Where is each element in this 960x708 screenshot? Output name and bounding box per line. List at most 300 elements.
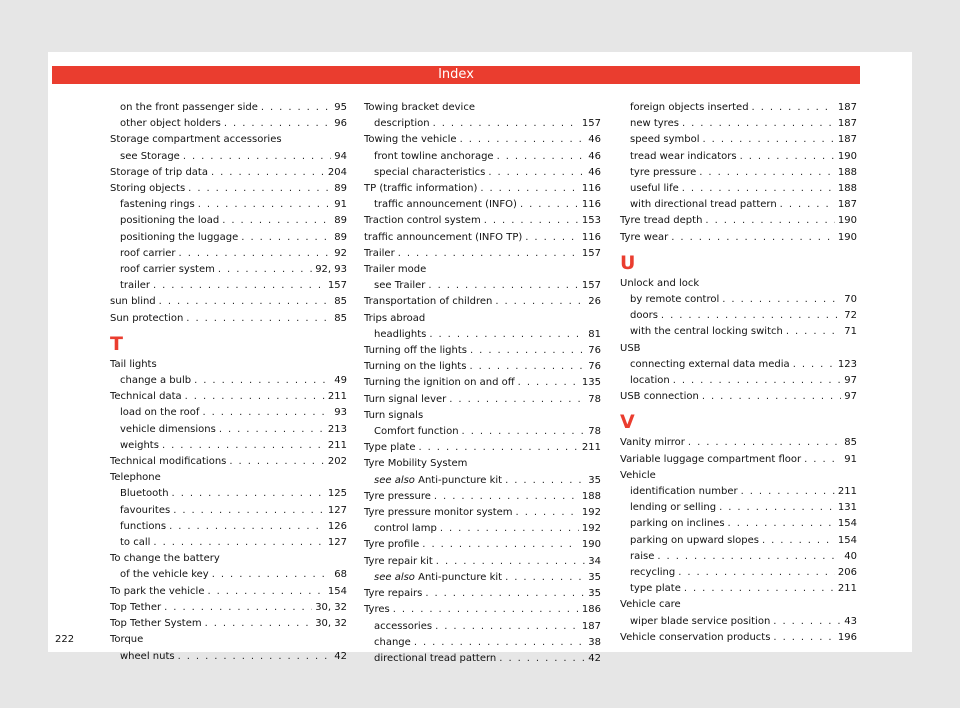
page-reference: 187 xyxy=(837,102,857,113)
dot-leader xyxy=(194,373,331,389)
entry-term: sun blind xyxy=(110,296,156,308)
page-reference: 97 xyxy=(844,375,857,387)
dot-leader xyxy=(682,181,835,197)
entry-term: of the vehicle key xyxy=(120,569,209,581)
entry-term: trailer xyxy=(120,280,150,292)
dot-leader xyxy=(762,533,835,549)
index-subentry xyxy=(620,308,857,324)
index-subentry xyxy=(364,635,601,651)
page-reference: 187 xyxy=(837,199,857,211)
entry-term: Turning on the lights xyxy=(364,361,467,373)
index-entry xyxy=(364,343,601,359)
page-reference: 188 xyxy=(837,183,857,195)
entry-term: tread wear indicators xyxy=(630,150,737,162)
dot-leader xyxy=(780,197,835,213)
entry-term: lending or selling xyxy=(630,502,717,514)
entry-term: Tyre pressure monitor system xyxy=(364,507,513,519)
index-subentry xyxy=(110,405,347,421)
page-reference: 71 xyxy=(844,326,857,338)
dot-leader xyxy=(435,619,579,635)
page-reference: 116 xyxy=(581,183,601,195)
dot-leader xyxy=(786,324,841,340)
dot-leader xyxy=(505,473,585,489)
dot-leader xyxy=(241,230,331,246)
entry-term: Towing the vehicle xyxy=(364,134,457,146)
dot-leader xyxy=(480,181,579,197)
index-subentry xyxy=(620,116,857,132)
index-subentry xyxy=(620,165,857,181)
page-reference: 46 xyxy=(588,150,601,162)
dot-leader xyxy=(433,116,579,132)
entry-term: new tyres xyxy=(630,118,679,130)
page-reference: 46 xyxy=(588,166,601,178)
entry-term: positioning the load xyxy=(120,215,220,227)
entry-term: Top Tether xyxy=(110,601,162,613)
index-heading: Turn signals xyxy=(364,409,424,421)
page-reference: 91 xyxy=(844,453,857,465)
entry-term: control lamp xyxy=(374,523,437,535)
dot-leader xyxy=(218,262,312,278)
dot-leader xyxy=(793,357,835,373)
dot-leader xyxy=(205,616,313,632)
dot-leader xyxy=(198,197,332,213)
page-number: 222 xyxy=(55,634,75,645)
dot-leader xyxy=(212,567,332,583)
dot-leader xyxy=(449,392,585,408)
page-reference: 153 xyxy=(581,215,601,227)
dot-leader xyxy=(525,230,579,246)
index-subentry xyxy=(364,165,601,181)
index-subentry xyxy=(364,473,601,489)
entry-term: raise xyxy=(630,550,655,562)
entry-term: Turn signal lever xyxy=(364,393,447,405)
index-entry xyxy=(364,213,601,229)
entry-term: other object holders xyxy=(120,118,221,130)
index-subentry xyxy=(620,181,857,197)
page-reference: 187 xyxy=(581,620,601,632)
page-reference: 206 xyxy=(837,567,857,579)
page-reference: 38 xyxy=(588,636,601,648)
dot-leader xyxy=(752,100,835,116)
index-subentry xyxy=(364,619,601,635)
index-subentry xyxy=(110,100,347,116)
page-reference: 211 xyxy=(327,439,347,451)
entry-term: Storage of trip data xyxy=(110,166,208,178)
entry-term: change a bulb xyxy=(120,375,192,387)
dot-leader xyxy=(740,149,835,165)
index-subentry xyxy=(110,535,347,551)
entry-term: with the central locking switch xyxy=(630,326,783,338)
page-reference: 213 xyxy=(327,423,347,435)
entry-term: change xyxy=(374,636,411,648)
index-entry xyxy=(110,454,347,470)
entry-term: Trailer xyxy=(364,247,395,259)
page-reference: 125 xyxy=(327,488,347,500)
dot-leader xyxy=(153,278,325,294)
entry-term: weights xyxy=(120,439,159,451)
index-subentry xyxy=(110,503,347,519)
entry-term: description xyxy=(374,118,430,130)
page-reference: 85 xyxy=(844,437,857,449)
index-subentry xyxy=(620,565,857,581)
dot-leader xyxy=(222,213,331,229)
page-reference: 190 xyxy=(581,539,601,551)
dot-leader xyxy=(773,630,834,646)
entry-term: front towline anchorage xyxy=(374,150,494,162)
page-reference: 72 xyxy=(844,310,857,322)
index-subentry xyxy=(620,484,857,500)
entry-term: Technical data xyxy=(110,391,182,403)
index-subentry xyxy=(620,549,857,565)
page-reference: 204 xyxy=(327,166,347,178)
page-title: Index xyxy=(438,67,474,82)
entry-term: see Trailer xyxy=(374,280,426,292)
index-entry xyxy=(110,616,347,632)
page-reference: 202 xyxy=(327,456,347,468)
dot-leader xyxy=(682,116,835,132)
index-subentry xyxy=(364,278,601,294)
index-heading: Tyre Mobility System xyxy=(364,458,468,470)
index-entry xyxy=(110,311,347,327)
section-letter: U xyxy=(620,251,636,274)
index-subentry xyxy=(110,649,347,665)
section-letter: T xyxy=(110,332,123,355)
entry-term: favourites xyxy=(120,504,171,516)
page-reference: 85 xyxy=(334,312,347,324)
index-entry xyxy=(364,294,601,310)
entry-term: parking on upward slopes xyxy=(630,534,759,546)
dot-leader xyxy=(699,165,835,181)
index-subentry xyxy=(620,100,857,116)
entry-term: Tyre tread depth xyxy=(620,215,703,227)
index-entry xyxy=(110,165,347,181)
index-subentry xyxy=(110,519,347,535)
page-reference: 123 xyxy=(837,358,857,370)
page-reference: 157 xyxy=(581,280,601,292)
entry-term: Tyres xyxy=(364,604,390,616)
dot-leader xyxy=(418,440,578,456)
dot-leader xyxy=(520,197,579,213)
dot-leader xyxy=(164,600,312,616)
index-entry xyxy=(364,359,601,375)
entry-term: Tyre repair kit xyxy=(364,555,433,567)
index-entry xyxy=(364,489,601,505)
dot-leader xyxy=(516,505,579,521)
dot-leader xyxy=(185,389,325,405)
page-reference: 96 xyxy=(334,118,347,130)
index-subentry xyxy=(110,149,347,165)
index-entry xyxy=(620,630,857,646)
page-reference: 154 xyxy=(327,585,347,597)
page-reference: 92 xyxy=(334,247,347,259)
section-letter: V xyxy=(620,411,635,434)
index-subentry xyxy=(620,533,857,549)
index-entry xyxy=(620,452,857,468)
entry-term: traffic announcement (INFO TP) xyxy=(364,231,523,243)
page-reference: 89 xyxy=(334,231,347,243)
entry-term: directional tread pattern xyxy=(374,652,497,664)
entry-term: vehicle dimensions xyxy=(120,423,216,435)
entry-term: by remote control xyxy=(630,294,720,306)
index-entry xyxy=(364,440,601,456)
index-subentry xyxy=(110,567,347,583)
index-entry xyxy=(364,230,601,246)
entry-term: location xyxy=(630,375,670,387)
page-reference: 76 xyxy=(588,345,601,357)
index-entry xyxy=(364,537,601,553)
index-subentry xyxy=(620,132,857,148)
index-subentry xyxy=(620,324,857,340)
dot-leader xyxy=(434,489,579,505)
dot-leader xyxy=(425,586,585,602)
page-reference: 78 xyxy=(588,426,601,438)
index-entry xyxy=(110,600,347,616)
index-subentry xyxy=(110,486,347,502)
index-subentry xyxy=(110,246,347,262)
entry-term: parking on inclines xyxy=(630,518,725,530)
entry-term: Traction control system xyxy=(364,215,481,227)
entry-term: TP (traffic information) xyxy=(364,183,478,195)
entry-term: see Storage xyxy=(120,150,180,162)
entry-term: recycling xyxy=(630,567,676,579)
dot-leader xyxy=(172,486,325,502)
index-header-bar xyxy=(52,66,860,84)
dot-leader xyxy=(705,213,834,229)
dot-leader xyxy=(436,554,585,570)
page-reference: 127 xyxy=(327,504,347,516)
page-reference: 154 xyxy=(837,534,857,546)
dot-leader xyxy=(671,230,835,246)
index-entry xyxy=(364,375,601,391)
page-reference: 196 xyxy=(837,631,857,643)
page-reference: 157 xyxy=(581,118,601,130)
entry-term: USB connection xyxy=(620,391,699,403)
index-subentry xyxy=(364,651,601,667)
entry-term: on the front passenger side xyxy=(120,102,258,113)
page-reference: 42 xyxy=(588,652,601,664)
dot-leader xyxy=(153,535,325,551)
index-column-2 xyxy=(364,100,601,667)
entry-term-text: Anti-puncture kit xyxy=(418,474,503,486)
entry-term: Tyre profile xyxy=(364,539,420,551)
entry-term-text: Anti-puncture kit xyxy=(418,571,503,583)
page-reference: 116 xyxy=(581,231,601,243)
page-reference: 157 xyxy=(327,280,347,292)
index-entry xyxy=(110,584,347,600)
index-entry xyxy=(620,213,857,229)
page-reference: 188 xyxy=(581,490,601,502)
index-heading: Unlock and lock xyxy=(620,277,700,289)
dot-leader xyxy=(661,308,841,324)
index-subentry xyxy=(110,422,347,438)
index-heading: USB xyxy=(620,342,641,354)
dot-leader xyxy=(178,649,332,665)
entry-term: Type plate xyxy=(364,442,416,454)
index-subentry xyxy=(364,149,601,165)
entry-term: Tyre wear xyxy=(620,231,669,243)
index-entry xyxy=(620,389,857,405)
dot-leader xyxy=(414,635,585,651)
index-subentry xyxy=(364,424,601,440)
dot-leader xyxy=(469,359,585,375)
index-column-3 xyxy=(620,100,857,646)
dot-leader xyxy=(499,651,585,667)
page-reference: 211 xyxy=(581,442,601,454)
dot-leader xyxy=(229,454,325,470)
index-heading: Trailer mode xyxy=(364,264,427,276)
page-reference: 40 xyxy=(844,550,857,562)
dot-leader xyxy=(179,246,332,262)
index-column-1 xyxy=(110,100,347,665)
index-entry xyxy=(364,132,601,148)
dot-leader xyxy=(219,422,325,438)
page-reference: 89 xyxy=(334,183,347,195)
index-subentry xyxy=(620,500,857,516)
entry-term: Turning the ignition on and off xyxy=(364,377,515,389)
entry-term: doors xyxy=(630,310,658,322)
index-subentry xyxy=(364,116,601,132)
page-reference: 81 xyxy=(588,328,601,340)
index-subentry xyxy=(110,197,347,213)
index-heading: To change the battery xyxy=(110,553,220,565)
dot-leader xyxy=(422,537,579,553)
entry-term: to call xyxy=(120,537,151,549)
entry-term: Sun protection xyxy=(110,312,184,324)
index-subentry xyxy=(620,373,857,389)
page-reference: 127 xyxy=(327,537,347,549)
index-subentry xyxy=(110,278,347,294)
entry-term: Comfort function xyxy=(374,426,459,438)
page-reference: 30, 32 xyxy=(315,601,347,613)
page-reference: 30, 32 xyxy=(315,618,347,630)
dot-leader xyxy=(211,165,325,181)
dot-leader xyxy=(183,149,331,165)
dot-leader xyxy=(495,294,585,310)
dot-leader xyxy=(169,519,325,535)
page-reference: 34 xyxy=(588,555,601,567)
dot-leader xyxy=(688,435,841,451)
index-subentry xyxy=(364,327,601,343)
entry-term: accessories xyxy=(374,620,433,632)
dot-leader xyxy=(207,584,324,600)
index-entry xyxy=(110,294,347,310)
index-subentry xyxy=(110,262,347,278)
dot-leader xyxy=(773,614,841,630)
dot-leader xyxy=(470,343,585,359)
page-reference: 35 xyxy=(588,588,601,600)
index-entry xyxy=(364,602,601,618)
entry-term: Tyre pressure xyxy=(364,490,431,502)
index-heading: Tail lights xyxy=(110,358,157,370)
entry-term: Storing objects xyxy=(110,183,186,195)
index-subentry xyxy=(110,438,347,454)
page-reference: 91 xyxy=(334,199,347,211)
entry-term: traffic announcement (INFO) xyxy=(374,199,517,211)
dot-leader xyxy=(428,278,579,294)
index-entry xyxy=(364,392,601,408)
dot-leader xyxy=(518,375,579,391)
index-subentry xyxy=(364,197,601,213)
dot-leader xyxy=(722,292,841,308)
dot-leader xyxy=(393,602,579,618)
dot-leader xyxy=(173,503,325,519)
index-subentry xyxy=(110,373,347,389)
index-entry xyxy=(364,586,601,602)
index-subentry xyxy=(110,116,347,132)
dot-leader xyxy=(261,100,331,116)
index-heading: Torque xyxy=(110,634,144,646)
entry-term: load on the roof xyxy=(120,407,200,419)
dot-leader xyxy=(484,213,579,229)
dot-leader xyxy=(497,149,586,165)
page-reference: 192 xyxy=(581,523,601,535)
page-reference: 95 xyxy=(334,102,347,113)
page-reference: 187 xyxy=(837,118,857,130)
entry-term xyxy=(374,570,502,586)
entry-term: identification number xyxy=(630,486,738,498)
page-reference: 188 xyxy=(837,166,857,178)
index-entry xyxy=(364,554,601,570)
index-entry xyxy=(620,435,857,451)
page-reference: 92, 93 xyxy=(315,264,347,276)
dot-leader xyxy=(702,389,841,405)
page-reference: 93 xyxy=(334,407,347,419)
entry-term xyxy=(374,473,502,489)
page-reference: 42 xyxy=(334,650,347,662)
index-heading: Towing bracket device xyxy=(364,102,475,113)
index-subentry xyxy=(620,357,857,373)
dot-leader xyxy=(186,311,331,327)
page-reference: 97 xyxy=(844,391,857,403)
entry-term: headlights xyxy=(374,328,427,340)
see-also-label: see also xyxy=(374,474,415,486)
entry-term: connecting external data media xyxy=(630,358,790,370)
index-entry xyxy=(110,389,347,405)
dot-leader xyxy=(703,132,835,148)
entry-term: Bluetooth xyxy=(120,488,169,500)
page-reference: 157 xyxy=(581,247,601,259)
dot-leader xyxy=(188,181,331,197)
page-reference: 116 xyxy=(581,199,601,211)
entry-term: Turning off the lights xyxy=(364,345,467,357)
index-subentry xyxy=(110,230,347,246)
index-heading: Vehicle xyxy=(620,469,656,481)
entry-term: wiper blade service position xyxy=(630,615,771,627)
page-reference: 76 xyxy=(588,361,601,373)
entry-term: To park the vehicle xyxy=(110,585,205,597)
page-reference: 211 xyxy=(837,486,857,498)
entry-term: Transportation of children xyxy=(364,296,493,308)
entry-term: Variable luggage compartment floor xyxy=(620,453,802,465)
dot-leader xyxy=(684,581,835,597)
dot-leader xyxy=(804,452,841,468)
page-reference: 126 xyxy=(327,520,347,532)
dot-leader xyxy=(440,521,579,537)
entry-term: roof carrier xyxy=(120,247,176,259)
page-reference: 43 xyxy=(844,615,857,627)
index-subentry xyxy=(620,614,857,630)
entry-term: useful life xyxy=(630,183,679,195)
index-entry xyxy=(364,246,601,262)
page-reference: 26 xyxy=(588,296,601,308)
page-reference: 94 xyxy=(334,150,347,162)
dot-leader xyxy=(488,165,585,181)
page-reference: 135 xyxy=(581,377,601,389)
index-heading: Vehicle care xyxy=(620,599,681,611)
entry-term: Vanity mirror xyxy=(620,437,685,449)
page-reference: 70 xyxy=(844,294,857,306)
index-entry xyxy=(364,181,601,197)
